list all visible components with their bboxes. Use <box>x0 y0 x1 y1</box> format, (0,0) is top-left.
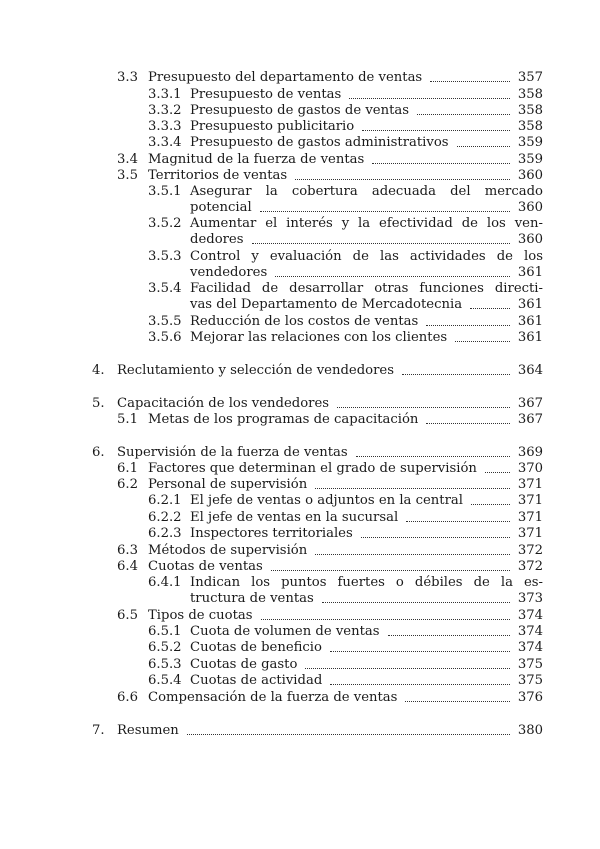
toc-entry-title: Compensación de la fuerza de ventas <box>148 690 398 705</box>
dot-leader <box>261 619 510 620</box>
toc-entry-page: 371 <box>517 510 543 525</box>
toc-entry-number: 3.5.1 <box>148 184 182 199</box>
dot-leader <box>430 81 510 82</box>
dot-leader <box>252 243 510 244</box>
toc-entry-title: Presupuesto de gastos de ventas <box>190 103 410 118</box>
toc-entry-title: Inspectores territoriales <box>190 526 353 541</box>
toc-entry[interactable] <box>0 690 543 706</box>
toc-entry[interactable] <box>0 103 543 119</box>
toc-entry-page: 361 <box>517 297 543 313</box>
toc-entry-number: 3.3.1 <box>148 87 182 102</box>
toc-entry-number: 6.5.2 <box>148 640 182 655</box>
toc-entry-page: 367 <box>517 412 543 427</box>
toc-entry[interactable] <box>0 559 543 575</box>
toc-entry-number: 3.5.6 <box>148 330 182 345</box>
toc-entry-number: 6.3 <box>117 543 138 558</box>
toc-entry-title: Presupuesto del departamento de ventas <box>148 70 423 85</box>
toc-entry-number: 6.5 <box>117 608 138 623</box>
toc-entry-number: 3.5.4 <box>148 281 182 296</box>
toc-entry-title: Cuotas de actividad <box>190 673 323 688</box>
toc-entry[interactable] <box>0 608 543 624</box>
dot-leader <box>485 472 510 473</box>
dot-leader <box>361 537 510 538</box>
toc-entry-title: Presupuesto publicitario <box>190 119 355 134</box>
toc-entry-title: El jefe de ventas o adjuntos en la central <box>190 493 463 508</box>
toc-entry[interactable] <box>0 119 543 135</box>
toc-entry[interactable] <box>0 412 543 428</box>
toc-entry[interactable] <box>0 70 543 86</box>
toc-entry-title: Asegurar la cobertura adecuada del mercado <box>190 184 543 199</box>
toc-entry-title: Tipos de cuotas <box>148 608 253 623</box>
toc-entry-number: 6.2.3 <box>148 526 182 541</box>
toc-entry[interactable] <box>0 184 543 216</box>
toc-entry-number: 6.2 <box>117 477 138 492</box>
toc-entry-number: 3.3 <box>117 70 138 85</box>
toc-entry[interactable] <box>0 396 543 412</box>
toc-entry[interactable] <box>0 543 543 559</box>
dot-leader <box>337 407 510 408</box>
toc-entry-number: 5. <box>92 396 105 411</box>
toc-entry-title: Resumen <box>117 723 179 738</box>
toc-entry-title: Facilidad de desarrollar otras funciones directi- <box>190 281 543 296</box>
dot-leader <box>330 651 510 652</box>
toc-entry-page: 361 <box>517 314 543 329</box>
toc-entry-page: 360 <box>517 168 543 183</box>
toc-entry-number: 3.5.3 <box>148 249 182 264</box>
toc-entry[interactable] <box>0 526 543 542</box>
toc-entry-title: Mejorar las relaciones con los clientes <box>190 330 448 345</box>
toc-entry-number: 3.4 <box>117 152 138 167</box>
toc-entry[interactable] <box>0 363 543 379</box>
toc-entry-title: El jefe de ventas en la sucursal <box>190 510 399 525</box>
dot-leader <box>372 163 510 164</box>
toc-entry-page: 375 <box>517 673 543 688</box>
toc-entry[interactable] <box>0 493 543 509</box>
toc-entry-page: 359 <box>517 135 543 150</box>
toc-entry[interactable] <box>0 168 543 184</box>
toc-entry-title: Supervisión de la fuerza de ventas <box>117 445 348 460</box>
toc-entry-title: Territorios de ventas <box>148 168 288 183</box>
toc-entry-number: 3.3.2 <box>148 103 182 118</box>
toc-entry-number: 3.3.4 <box>148 135 182 150</box>
toc-entry-title: Metas de los programas de capacitación <box>148 412 419 427</box>
toc-entry-number: 6.6 <box>117 690 138 705</box>
toc-entry-page: 380 <box>517 723 543 738</box>
toc-entry-number: 6.5.1 <box>148 624 182 639</box>
toc-entry-page: 364 <box>517 363 543 378</box>
toc-entry-page: 371 <box>517 493 543 508</box>
toc-entry-page: 372 <box>517 559 543 574</box>
toc-entry[interactable] <box>0 330 543 346</box>
toc-entry-number: 6.1 <box>117 461 138 476</box>
dot-leader <box>349 98 510 99</box>
toc-entry-number: 6.4 <box>117 559 138 574</box>
dot-leader <box>362 130 510 131</box>
toc-entry[interactable] <box>0 314 543 330</box>
toc-entry-page: 369 <box>517 445 543 460</box>
toc-entry-title: potencial <box>190 200 252 216</box>
toc-entry-title: Capacitación de los vendedores <box>117 396 330 411</box>
toc-entry-page: 357 <box>517 70 543 85</box>
toc-entry-title: dedores <box>190 232 244 248</box>
toc-entry-page: 361 <box>517 330 543 345</box>
toc-entry-page: 360 <box>517 232 543 248</box>
toc-entry-title: Indican los puntos fuertes o débiles de la es- <box>190 575 543 590</box>
toc-entry-number: 6.2.1 <box>148 493 182 508</box>
toc-entry-title: Presupuesto de ventas <box>190 87 342 102</box>
dot-leader <box>457 146 510 147</box>
toc-entry-page: 361 <box>517 265 543 281</box>
toc-entry-title: tructura de ventas <box>190 591 314 607</box>
dot-leader <box>402 374 510 375</box>
toc-entry[interactable] <box>0 461 543 477</box>
dot-leader <box>187 734 510 735</box>
toc-entry-title: Cuotas de ventas <box>148 559 263 574</box>
toc-entry-title: Cuotas de gasto <box>190 657 298 672</box>
toc-entry-title: Reducción de los costos de ventas <box>190 314 419 329</box>
toc-entry-title: Control y evaluación de las actividades de los <box>190 249 543 264</box>
dot-leader <box>315 488 510 489</box>
toc-entry[interactable] <box>0 135 543 151</box>
dot-leader <box>426 325 510 326</box>
toc-entry-title: Cuota de volumen de ventas <box>190 624 380 639</box>
toc-entry[interactable] <box>0 216 543 248</box>
toc-entry-number: 6.5.4 <box>148 673 182 688</box>
toc-entry-number: 3.5.2 <box>148 216 182 231</box>
dot-leader <box>260 211 510 212</box>
dot-leader <box>426 423 510 424</box>
toc-entry-number: 6.2.2 <box>148 510 182 525</box>
toc-entry-page: 376 <box>517 690 543 705</box>
toc-entry-number: 5.1 <box>117 412 138 427</box>
toc-entry-number: 6. <box>92 445 105 460</box>
toc-entry-page: 374 <box>517 624 543 639</box>
toc-entry-number: 3.3.3 <box>148 119 182 134</box>
toc-entry[interactable] <box>0 249 543 281</box>
toc-entry-page: 375 <box>517 657 543 672</box>
toc-entry-page: 358 <box>517 119 543 134</box>
toc-entry[interactable] <box>0 575 543 607</box>
dot-leader <box>275 276 510 277</box>
toc-entry-page: 374 <box>517 640 543 655</box>
toc-entry-number: 6.4.1 <box>148 575 182 590</box>
toc-entry[interactable] <box>0 87 543 103</box>
toc-entry[interactable] <box>0 281 543 313</box>
toc-entry-page: 373 <box>517 591 543 607</box>
dot-leader <box>405 701 510 702</box>
dot-leader <box>406 521 510 522</box>
toc-entry-title: Factores que determinan el grado de supervisión <box>148 461 477 476</box>
dot-leader <box>356 456 510 457</box>
toc-entry-title: Presupuesto de gastos administrativos <box>190 135 449 150</box>
toc-entry[interactable] <box>0 510 543 526</box>
toc-entry[interactable] <box>0 152 543 168</box>
toc-entry-number: 7. <box>92 723 105 738</box>
toc-entry-title: vendedores <box>190 265 268 281</box>
dot-leader <box>388 635 510 636</box>
toc-entry-page: 371 <box>517 526 543 541</box>
dot-leader <box>417 114 510 115</box>
toc-entry-title: vas del Departamento de Mercadotecnia <box>190 297 463 313</box>
dot-leader <box>322 602 510 603</box>
toc-entry-page: 371 <box>517 477 543 492</box>
toc-entry[interactable] <box>0 640 543 656</box>
toc-entry-title: Métodos de supervisión <box>148 543 308 558</box>
toc-entry-title: Aumentar el interés y la efectividad de los ven- <box>190 216 543 231</box>
toc-entry[interactable] <box>0 673 543 689</box>
toc-entry-title: Reclutamiento y selección de vendedores <box>117 363 394 378</box>
toc-entry-title: Personal de supervisión <box>148 477 308 492</box>
toc-entry-number: 3.5.5 <box>148 314 182 329</box>
toc-entry-page: 372 <box>517 543 543 558</box>
dot-leader <box>295 179 510 180</box>
toc-entry[interactable] <box>0 624 543 640</box>
toc-entry[interactable] <box>0 477 543 493</box>
toc-entry-page: 359 <box>517 152 543 167</box>
toc-entry-page: 374 <box>517 608 543 623</box>
toc-entry-page: 360 <box>517 200 543 216</box>
dot-leader <box>330 684 510 685</box>
toc-entry-page: 358 <box>517 103 543 118</box>
dot-leader <box>471 504 510 505</box>
dot-leader <box>455 341 510 342</box>
toc-entry[interactable] <box>0 657 543 673</box>
dot-leader <box>305 668 510 669</box>
dot-leader <box>470 308 510 309</box>
dot-leader <box>271 570 510 571</box>
toc-entry-page: 358 <box>517 87 543 102</box>
toc-entry-page: 367 <box>517 396 543 411</box>
toc-entry-title: Cuotas de beneficio <box>190 640 322 655</box>
toc-entry[interactable] <box>0 445 543 461</box>
toc-entry-number: 3.5 <box>117 168 138 183</box>
dot-leader <box>315 554 510 555</box>
toc-entry-number: 4. <box>92 363 105 378</box>
toc-entry-title: Magnitud de la fuerza de ventas <box>148 152 365 167</box>
toc-entry[interactable] <box>0 723 543 739</box>
toc-entry-page: 370 <box>517 461 543 476</box>
toc-entry-number: 6.5.3 <box>148 657 182 672</box>
